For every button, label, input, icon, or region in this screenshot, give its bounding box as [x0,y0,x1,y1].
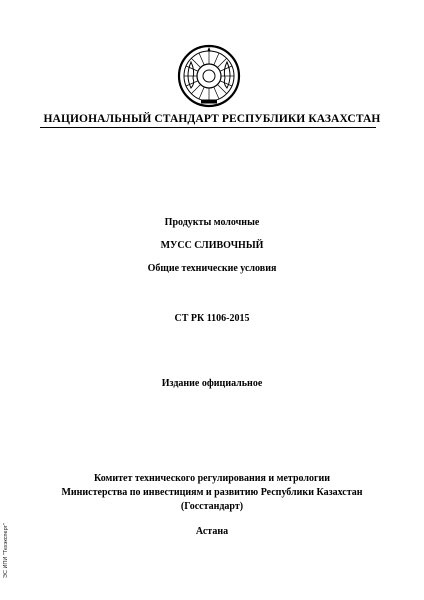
document-subtitle: Общие технические условия [147,263,277,274]
product-name: МУСС СЛИВОЧНЫЙ [160,240,264,251]
publisher-committee: Комитет технического регулирования и метрологии [93,473,331,484]
standard-code: СТ РК 1106-2015 [174,313,250,324]
state-emblem-icon [177,44,241,108]
publisher-abbreviation: (Госстандарт) [180,501,244,512]
title-divider [40,127,376,128]
edition-label: Издание официальное [161,378,263,389]
national-standard-title: НАЦИОНАЛЬНЫЙ СТАНДАРТ РЕСПУБЛИКИ КАЗАХСТАН [43,113,381,125]
product-category: Продукты молочные [164,217,260,228]
publication-city: Астана [195,526,229,537]
publisher-ministry: Министерства по инвестициям и развитию Республики Казахстан [61,487,363,498]
side-stamp: ЭС ИПИ "Техэксперт" [3,522,9,578]
